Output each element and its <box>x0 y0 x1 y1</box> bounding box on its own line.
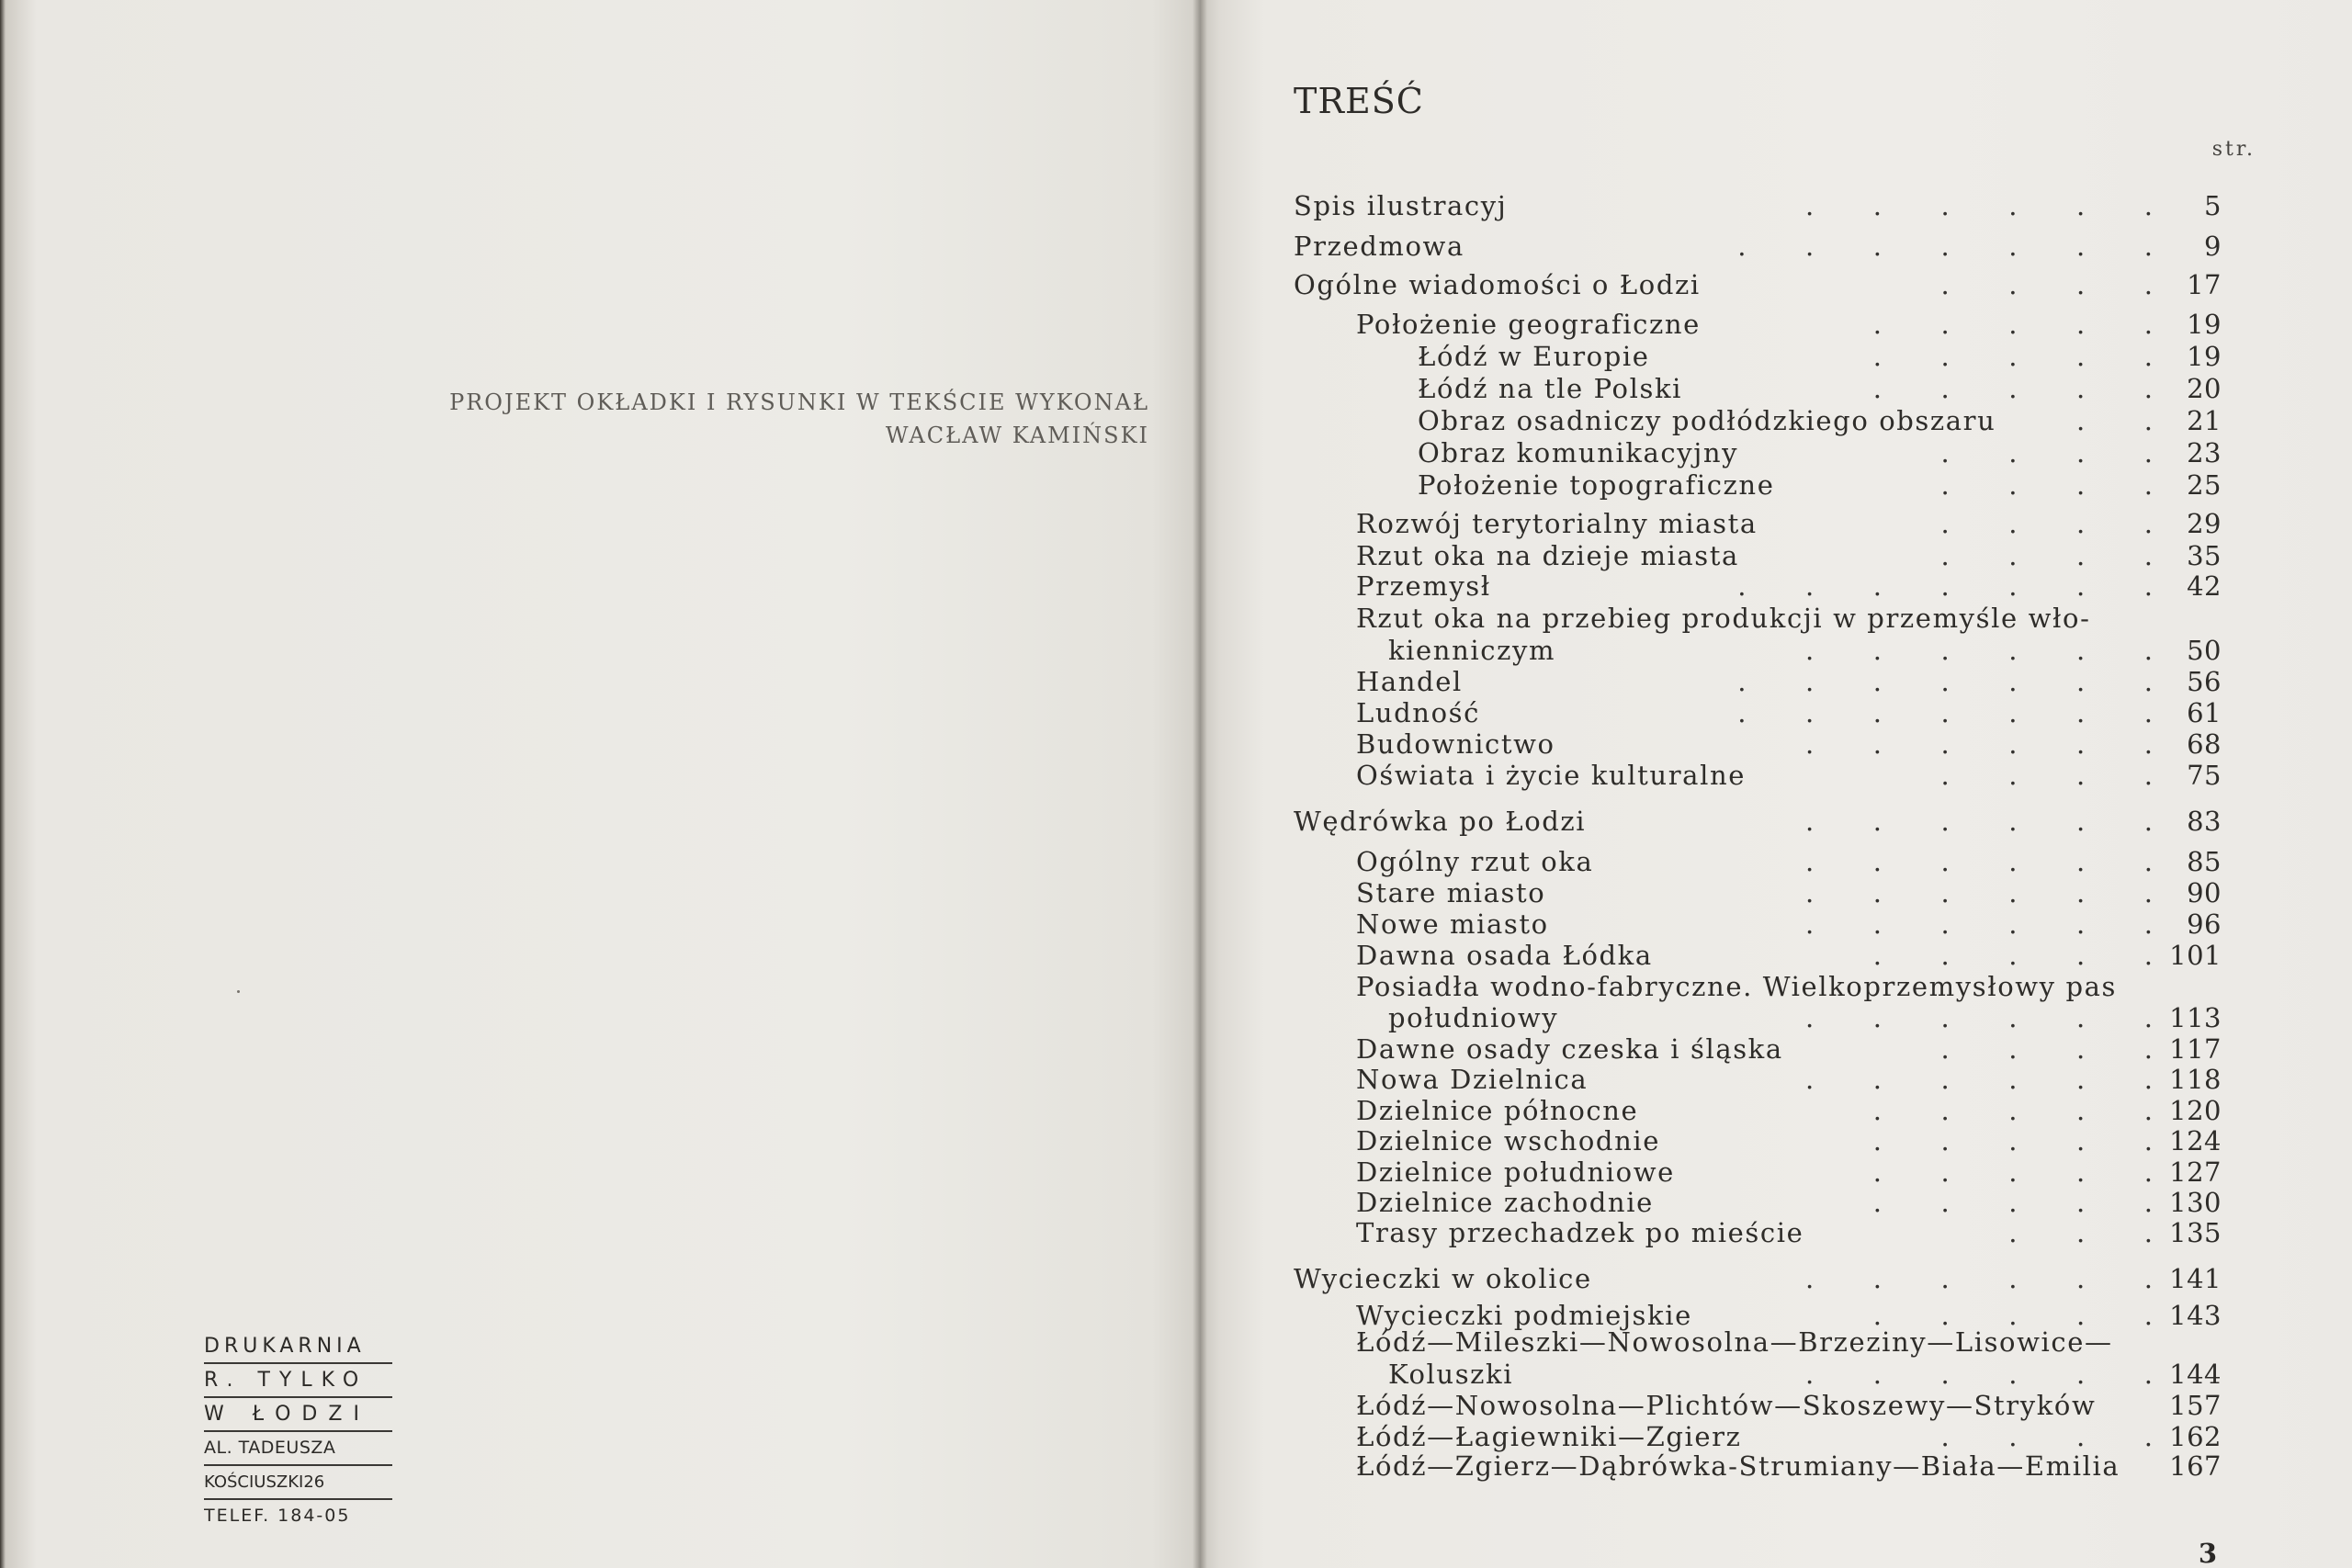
toc-entry-title: Posiadła wodno-fabryczne. Wielkoprzemysłowy pas <box>1356 971 2118 1002</box>
dot-leader: . . . . . . <box>1805 190 2153 221</box>
toc-page-number: 17 <box>2187 269 2222 300</box>
toc-page-number: 90 <box>2187 877 2222 908</box>
toc-entry-title: Trasy przechadzek po mieście <box>1356 1217 1804 1248</box>
toc-entry <box>1294 1094 2222 1127</box>
toc-entry-title: Stare miasto <box>1356 877 1546 908</box>
toc-entry <box>1294 1032 2222 1066</box>
toc-page-number: 56 <box>2187 666 2222 697</box>
toc-entry <box>1294 340 2222 373</box>
toc-entry-title: Łódź—Nowosolna—Plichtów—Skoszewy—Stryków <box>1356 1390 2097 1421</box>
toc-entry-title: Ogólny rzut oka <box>1356 846 1594 877</box>
printer-line: AL. TADEUSZA <box>204 1432 392 1466</box>
toc-page-number: 118 <box>2169 1064 2222 1095</box>
dot-leader: . . . . . . <box>1805 877 2153 908</box>
toc-entry <box>1294 507 2222 540</box>
toc-entry-title: Ludność <box>1356 697 1480 728</box>
dot-leader: . . . . <box>1940 508 2153 539</box>
toc-page-number: 5 <box>2204 190 2222 221</box>
paper-speck <box>237 990 240 993</box>
dot-leader: . . . . . . <box>1805 1263 2153 1294</box>
toc-entry <box>1294 1420 2222 1453</box>
toc-entry-title: Budownictwo <box>1356 728 1555 760</box>
toc-entry-title: Łódź—Zgierz—Dąbrówka-Strumiany—Biała—Emilia <box>1356 1450 2120 1482</box>
dot-leader: . . . . <box>1940 540 2153 571</box>
toc-page-number: 113 <box>2169 1002 2222 1033</box>
toc-entry-title: Obraz komunikacyjny <box>1418 437 1739 468</box>
printer-line: W ŁODZI <box>204 1398 392 1432</box>
dot-leader: . . . . <box>1940 1421 2153 1452</box>
toc-entry-title: Spis ilustracyj <box>1294 190 1508 221</box>
toc-page-number: 135 <box>2169 1217 2222 1248</box>
page-column-label: str. <box>2211 138 2256 161</box>
toc-page-number: 50 <box>2187 635 2222 666</box>
dot-leader: . . . . . . <box>1805 846 2153 877</box>
toc-page-number: 19 <box>2187 309 2222 340</box>
dot-leader: . . . . . . <box>1805 728 2153 760</box>
toc-entry <box>1294 939 2222 972</box>
toc-entry-title: kienniczym <box>1388 635 1556 666</box>
dot-leader: . . . . . . <box>1805 806 2153 837</box>
toc-entry-title: Przemysł <box>1356 570 1491 602</box>
toc-entry-title: Dzielnice wschodnie <box>1356 1125 1660 1156</box>
dot-leader: . . . . <box>1940 437 2153 468</box>
toc-entry-title: Rzut oka na przebieg produkcji w przemyśle wło- <box>1356 603 2091 634</box>
credit-line: WACŁAW KAMIŃSKI <box>885 423 1149 448</box>
toc-page-number: 167 <box>2169 1450 2222 1482</box>
dot-leader: . . . . . <box>1872 1095 2153 1126</box>
dot-leader: . . . . . <box>1872 341 2153 372</box>
toc-entry-title: południowy <box>1388 1002 1559 1033</box>
printer-imprint <box>204 1330 392 1532</box>
book-gutter <box>1193 0 1207 1568</box>
dot-leader: . . . . . . <box>1805 1002 2153 1033</box>
toc-entry <box>1294 805 2222 838</box>
toc-entry <box>1294 876 2222 909</box>
toc-entry-title: Dawne osady czeska i śląska <box>1356 1033 1783 1065</box>
toc-page-number: 130 <box>2169 1187 2222 1218</box>
dot-leader: . . . . <box>1940 1033 2153 1065</box>
toc-entry <box>1294 189 2222 222</box>
printer-line: DRUKARNIA <box>204 1330 392 1364</box>
toc-entry <box>1294 404 2222 437</box>
dot-leader: . . . . . <box>1872 940 2153 971</box>
dot-leader: . . . . . <box>1872 373 2153 404</box>
toc-entry-title: Przedmowa <box>1294 231 1464 262</box>
toc-entry <box>1294 845 2222 878</box>
toc-entry <box>1294 1450 2222 1483</box>
toc-entry-title: Obraz osadniczy podłódzkiego obszaru <box>1418 405 1996 436</box>
toc-entry <box>1294 1262 2222 1295</box>
toc-page-number: 120 <box>2169 1095 2222 1126</box>
toc-entry <box>1294 1186 2222 1219</box>
toc-entry-title: Nowe miasto <box>1356 908 1549 940</box>
dot-leader: . . . . . . <box>1805 1359 2153 1390</box>
toc-entry <box>1294 1156 2222 1189</box>
toc-page-number: 61 <box>2187 697 2222 728</box>
toc-page-number: 96 <box>2187 908 2222 940</box>
toc-page-number: 20 <box>2187 373 2222 404</box>
dot-leader: . . . . <box>1940 760 2153 791</box>
toc-entry-title: Rzut oka na dzieje miasta <box>1356 540 1739 571</box>
toc-page-number: 157 <box>2169 1390 2222 1421</box>
toc-entry <box>1294 468 2222 502</box>
toc-entry-title: Położenie geograficzne <box>1356 309 1701 340</box>
dot-leader: . . . . . <box>1872 309 2153 340</box>
toc-entry-title: Łódź na tle Polski <box>1418 373 1683 404</box>
toc-entry-title: Handel <box>1356 666 1463 697</box>
credit-line: PROJEKT OKŁADKI I RYSUNKI W TEKŚCIE WYKONAŁ <box>449 389 1149 415</box>
dot-leader: . . . . . <box>1872 1187 2153 1218</box>
toc-page-number: 117 <box>2169 1033 2222 1065</box>
toc-page-number: 124 <box>2169 1125 2222 1156</box>
toc-entry <box>1294 570 2222 603</box>
toc-page-number: 162 <box>2169 1421 2222 1452</box>
illustration-credit <box>322 386 1149 452</box>
dot-leader: . . . <box>2008 1217 2153 1248</box>
toc-entry <box>1294 268 2222 301</box>
toc-entry <box>1294 759 2222 792</box>
toc-entry <box>1294 1358 2222 1391</box>
toc-page-number: 75 <box>2187 760 2222 791</box>
dot-leader: . . . . . <box>1872 1156 2153 1188</box>
toc-entry-title: Łódź—Mileszki—Nowosolna—Brzeziny—Lisowice— <box>1356 1326 2113 1358</box>
toc-entry <box>1294 665 2222 698</box>
dot-leader: . . . . <box>1940 269 2153 300</box>
toc-page-number: 35 <box>2187 540 2222 571</box>
toc-entry <box>1294 1063 2222 1096</box>
dot-leader: . . <box>2076 405 2153 436</box>
toc-entry <box>1294 1001 2222 1034</box>
dot-leader: . . . . <box>1940 469 2153 501</box>
toc-entry-title: Dzielnice południowe <box>1356 1156 1675 1188</box>
toc-entry-title: Dzielnice zachodnie <box>1356 1187 1654 1218</box>
dot-leader: . . . . . . <box>1805 635 2153 666</box>
toc-entry <box>1294 1389 2222 1422</box>
toc-page-number: 25 <box>2187 469 2222 501</box>
dot-leader: . . . . . . . <box>1737 231 2153 262</box>
printer-line: KOŚCIUSZKI26 <box>204 1466 392 1500</box>
toc-entry <box>1294 308 2222 341</box>
toc-entry <box>1294 728 2222 761</box>
toc-entry <box>1294 970 2222 1003</box>
toc-entry-title: Rozwój terytorialny miasta <box>1356 508 1758 539</box>
toc-entry-title: Nowa Dzielnica <box>1356 1064 1589 1095</box>
toc-page-number: 23 <box>2187 437 2222 468</box>
contents-title: TREŚĆ <box>1294 81 1424 121</box>
toc-entry <box>1294 696 2222 729</box>
page-number: 3 <box>2198 1538 2217 1568</box>
toc-entry-title: Wędrówka po Łodzi <box>1294 806 1587 837</box>
toc-page-number: 101 <box>2169 940 2222 971</box>
toc-page-number: 144 <box>2169 1359 2222 1390</box>
dot-leader: . . . . . . <box>1805 908 2153 940</box>
toc-entry <box>1294 634 2222 667</box>
toc-entry <box>1294 1325 2222 1359</box>
toc-entry-title: Ogólne wiadomości o Łodzi <box>1294 269 1701 300</box>
toc-entry <box>1294 1124 2222 1157</box>
toc-entry <box>1294 436 2222 469</box>
toc-entry <box>1294 539 2222 572</box>
toc-entry <box>1294 230 2222 263</box>
toc-entry <box>1294 372 2222 405</box>
toc-entry <box>1294 908 2222 941</box>
printer-line: TELEF. 184-05 <box>204 1506 351 1526</box>
toc-entry-title: Łódź—Łagiewniki—Zgierz <box>1356 1421 1742 1452</box>
toc-entry-title: Łódź w Europie <box>1418 341 1650 372</box>
toc-page-number: 85 <box>2187 846 2222 877</box>
dot-leader: . . . . . . . <box>1737 666 2153 697</box>
toc-page-number: 42 <box>2187 570 2222 602</box>
dot-leader: . . . . . . <box>1805 1064 2153 1095</box>
toc-entry-title: Wycieczki podmiejskie <box>1356 1300 1692 1331</box>
toc-entry <box>1294 1216 2222 1249</box>
toc-entry-title: Dawna osada Łódka <box>1356 940 1653 971</box>
toc-page-number: 127 <box>2169 1156 2222 1188</box>
toc-entry-title: Położenie topograficzne <box>1418 469 1775 501</box>
toc-entry-title: Koluszki <box>1388 1359 1514 1390</box>
toc-entry <box>1294 602 2222 635</box>
toc-page-number: 143 <box>2169 1300 2222 1331</box>
toc-page-number: 19 <box>2187 341 2222 372</box>
toc-page-number: 9 <box>2204 231 2222 262</box>
toc-entry-title: Dzielnice północne <box>1356 1095 1639 1126</box>
dot-leader: . . . . . . . <box>1737 570 2153 602</box>
table-of-contents <box>1294 0 2222 1568</box>
toc-page-number: 21 <box>2187 405 2222 436</box>
toc-page-number: 68 <box>2187 728 2222 760</box>
toc-page-number: 141 <box>2169 1263 2222 1294</box>
toc-page-number: 83 <box>2187 806 2222 837</box>
printer-line: R. TYLKO <box>204 1364 392 1398</box>
toc-page-number: 29 <box>2187 508 2222 539</box>
dot-leader: . . . . . <box>1872 1300 2153 1331</box>
toc-entry-title: Oświata i życie kulturalne <box>1356 760 1746 791</box>
dot-leader: . . . . . . . <box>1737 697 2153 728</box>
dot-leader: . . . . . <box>1872 1125 2153 1156</box>
toc-entry-title: Wycieczki w okolice <box>1294 1263 1592 1294</box>
